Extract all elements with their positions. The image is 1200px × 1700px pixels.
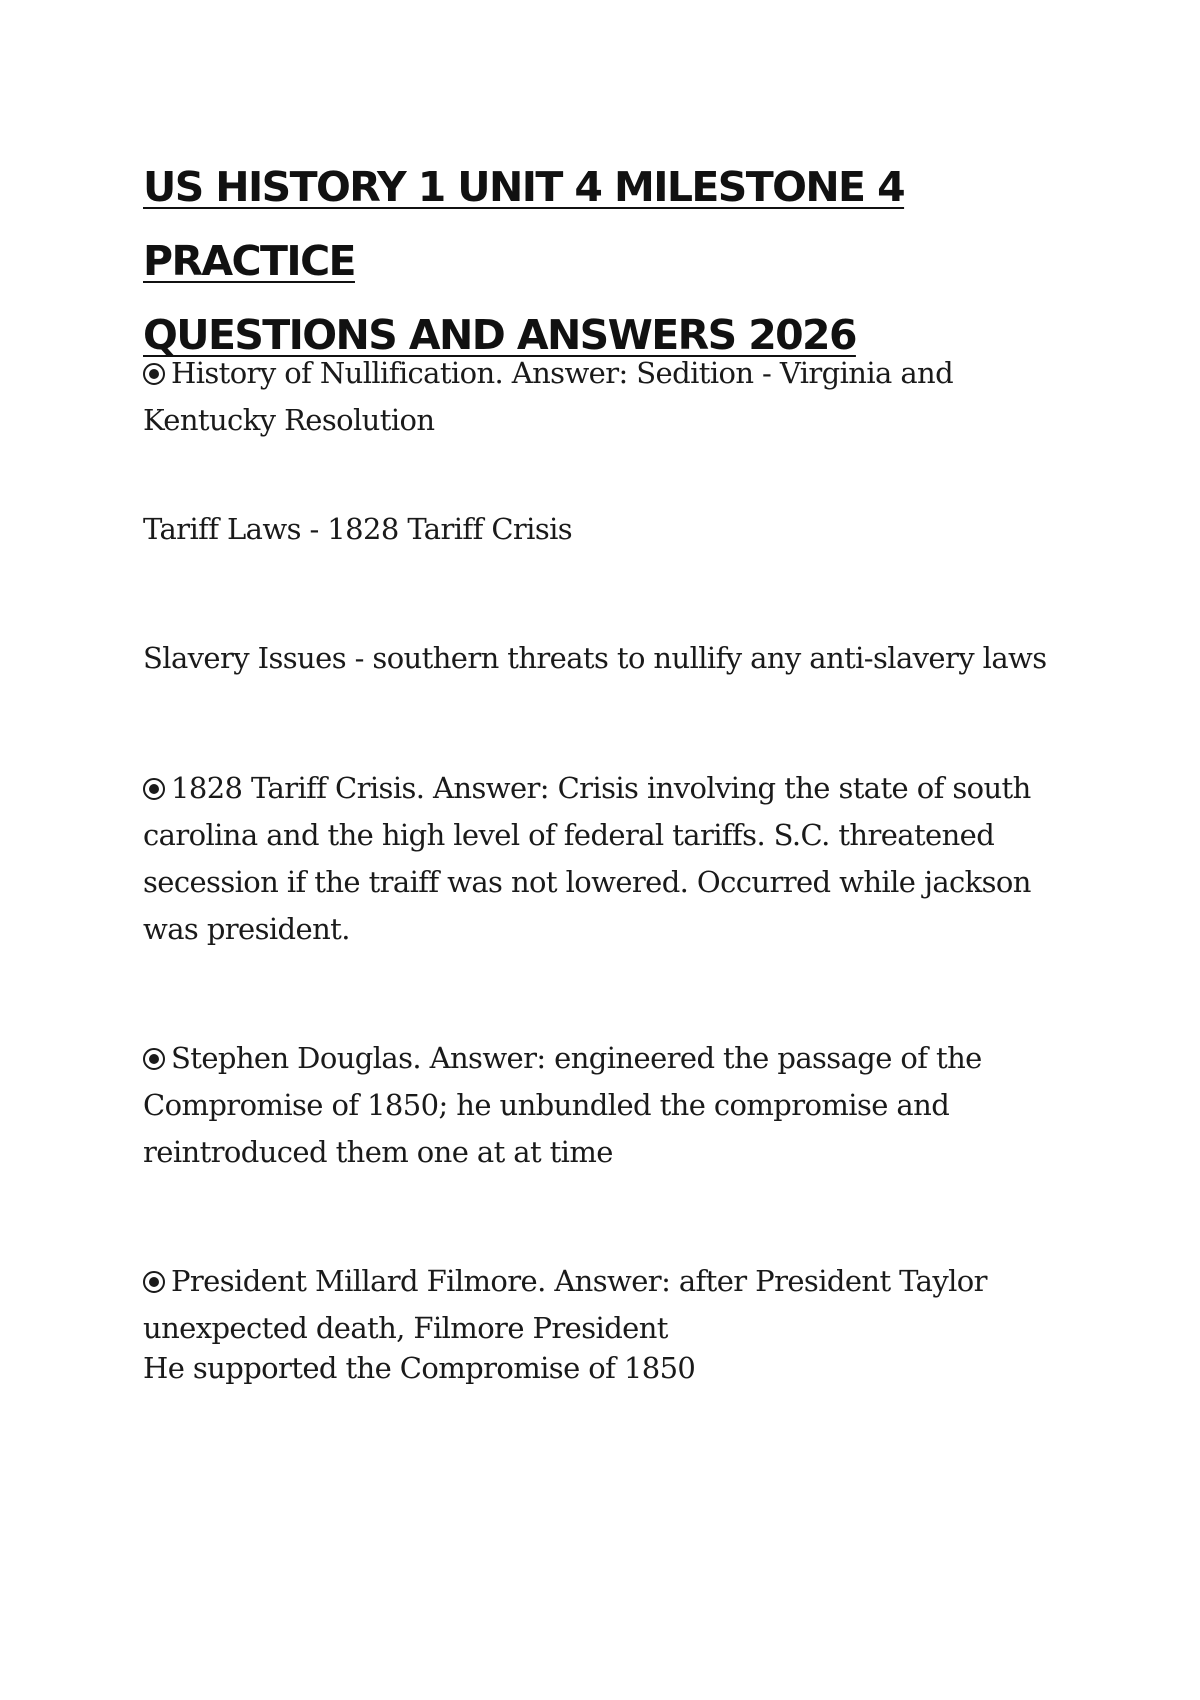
qa-note-text: Tariff Laws - 1828 Tariff Crisis [143,512,573,546]
qa-item-millard-filmore [143,1258,1063,1352]
qa-item-text: 1828 Tariff Crisis. Answer: Crisis involving the state of south carolina and the high level of federal tariffs. S.C. threatened secession if the traiff was not lowered. Occurred while jackson was president. [143,771,1031,946]
radio-bullet-icon [143,1271,165,1293]
qa-item-text: Stephen Douglas. Answer: engineered the passage of the Compromise of 1850; he unbundled the compromise and reintroduced them one at at time [143,1041,982,1169]
radio-bullet-icon [143,1048,165,1070]
qa-note-compromise-support [143,1345,1063,1392]
title-line-1: US HISTORY 1 UNIT 4 MILESTONE 4 PRACTICE [143,163,905,285]
qa-item-tariff-crisis [143,765,1063,953]
title-line-2: QUESTIONS AND ANSWERS 2026 [143,311,856,359]
qa-note-text: He supported the Compromise of 1850 [143,1351,696,1385]
qa-item-text: History of Nullification. Answer: Sedition - Virginia and Kentucky Resolution [143,356,954,437]
qa-item-stephen-douglas [143,1035,1063,1176]
qa-note-tariff-laws [143,506,1063,553]
document-title [143,150,1103,372]
qa-item-text: President Millard Filmore. Answer: after President Taylor unexpected death, Filmore President [143,1264,987,1345]
qa-note-slavery-issues [143,635,1063,682]
qa-item-nullification [143,350,1063,444]
radio-bullet-icon [143,363,165,385]
qa-note-text: Slavery Issues - southern threats to nullify any anti-slavery laws [143,641,1047,675]
radio-bullet-icon [143,778,165,800]
